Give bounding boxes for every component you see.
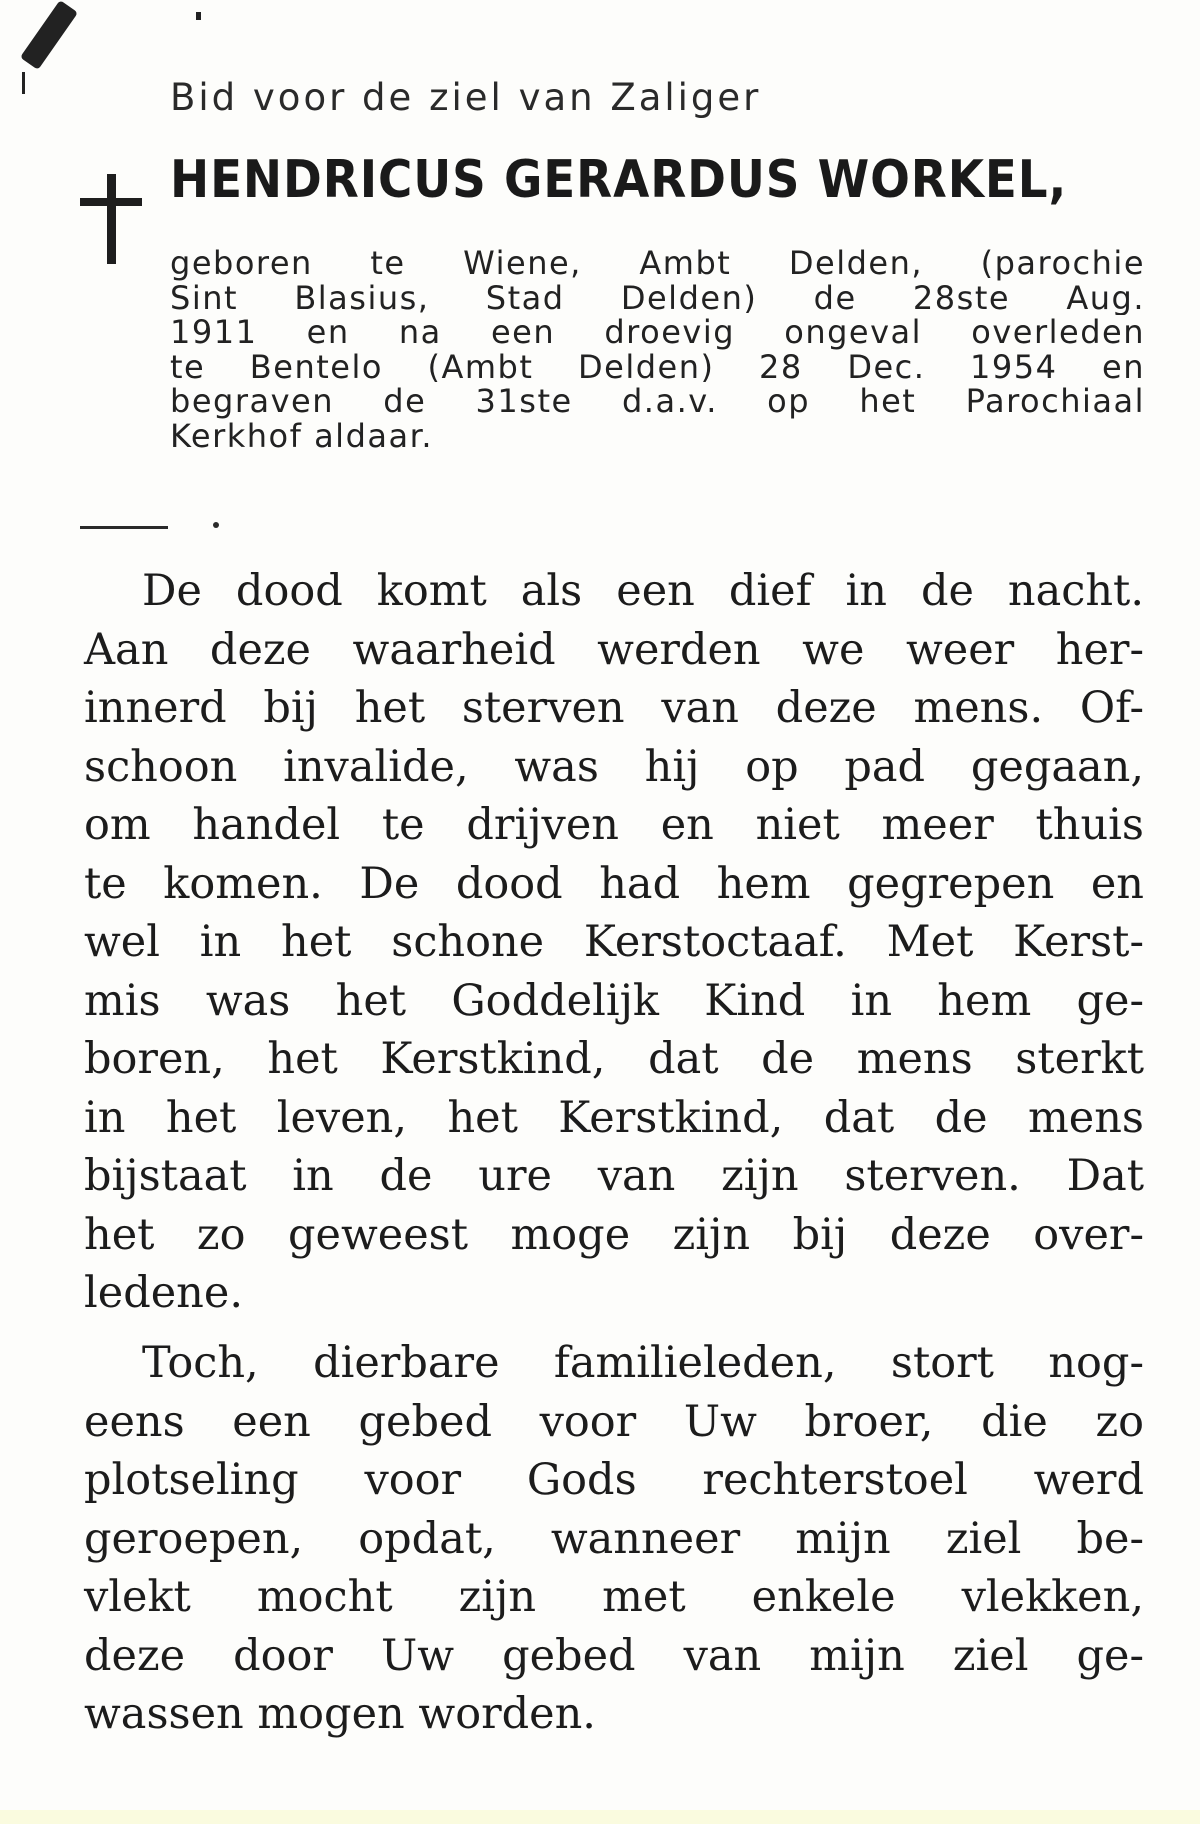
biography-line: Kerkhof aldaar. [170,418,433,453]
biography-line: geboren te Wiene, Ambt Delden, (parochie [170,246,1145,281]
paragraph-line: om handel te drijven en niet meer thuis [84,800,1144,850]
biography-line: Sint Blasius, Stad Delden) de 28ste Aug. [170,280,1145,315]
section-divider [80,526,168,529]
paragraph-line: schoon invalide, was hij op pad gegaan, [84,741,1144,792]
paragraph-line: eens een gebed voor Uw broer, die zo [84,1396,1144,1447]
paragraph-line: te komen. De dood had hem gegrepen en [84,858,1144,909]
scan-smudge [22,72,25,94]
scan-edge [0,1810,1200,1824]
prayer-request-paragraph [84,1334,1144,1744]
paragraph-line: plotseling voor Gods rechterstoel werd [84,1455,1144,1505]
deceased-name: HENDRICUS GERARDUS WORKEL, [170,150,1068,210]
biography-line: te Bentelo (Ambt Delden) 28 Dec. 1954 en [170,349,1145,384]
paragraph-line: mis was het Goddelijk Kind in hem ge- [84,975,1144,1026]
meditation-paragraph [84,562,1144,1323]
biography-line: 1911 en na een droevig ongeval overleden [170,315,1145,350]
paragraph-line: geroepen, opdat, wanneer mijn ziel be- [84,1513,1144,1564]
paragraph-line: vlekt mocht zijn met enkele vlekken, [84,1572,1144,1622]
scan-smudge [196,12,201,20]
paragraph-line: innerd bij het sterven van deze mens. Of- [84,683,1144,733]
scan-smudge [20,0,78,70]
cross-icon [80,174,142,264]
paragraph-line: De dood komt als een dief in de nacht. [142,566,1144,616]
paragraph-line: bijstaat in de ure van zijn sterven. Dat [84,1151,1144,1201]
paragraph-line: wassen mogen worden. [84,1689,596,1739]
paragraph-line: in het leven, het Kerstkind, dat de mens [84,1092,1144,1143]
paragraph-line: Aan deze waarheid werden we weer her- [84,624,1144,675]
paragraph-line: ledene. [84,1268,243,1318]
paragraph-line: deze door Uw gebed van mijn ziel ge- [84,1630,1144,1681]
paragraph-line: Toch, dierbare familieleden, stort nog- [142,1338,1144,1388]
biography-line: begraven de 31ste d.a.v. op het Parochiaal [170,384,1145,419]
paragraph-line: het zo geweest moge zijn bij deze over- [84,1209,1144,1260]
paragraph-line: wel in het schone Kerstoctaaf. Met Kerst- [84,917,1144,967]
ink-speck [213,522,219,528]
paragraph-line: boren, het Kerstkind, dat de mens sterkt [84,1034,1144,1084]
biography [170,246,1145,453]
prayer-intro: Bid voor de ziel van Zaliger [170,76,762,119]
